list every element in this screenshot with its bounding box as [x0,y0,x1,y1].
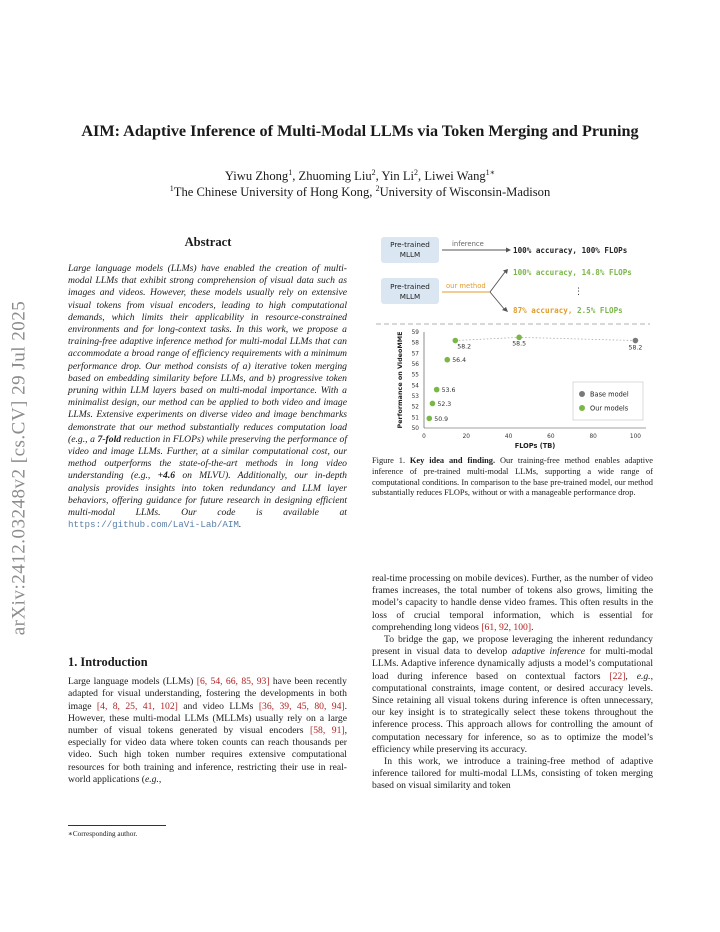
author-affil-marker: 1 [288,167,293,177]
branch-up [490,272,505,292]
affiliation-name: The Chinese University of Hong Kong [173,185,370,199]
affiliation-list: $^1$The Chinese University of Hong Kong, $^2$University of Wisconsin-Madison [169,183,551,199]
our-model-point [426,416,432,422]
x-tick-label: 20 [462,434,470,440]
emphasis-text: adaptive inference [511,646,585,658]
data-label: 58.2 [628,344,643,352]
data-label: 50.9 [434,415,449,423]
right-paragraph-1 [372,573,653,634]
abstract-text-d: . [238,519,242,531]
data-label: 52.3 [437,400,452,408]
citation-link[interactable]: [4, 8, 25, 41, 102] [96,700,178,712]
y-tick-label: 51 [411,415,419,422]
branch-down [490,292,505,310]
output-ours-1-prefix: 100% accuracy, [513,268,582,277]
data-label: 58.5 [512,340,527,348]
right-paragraph-3 [372,756,653,793]
text-run: and video LLMs [177,700,259,712]
our-method-label: our method [446,282,486,290]
base-model-point [633,338,639,344]
data-label: 56.4 [452,357,467,365]
footnote-divider [68,825,166,826]
paper-title: AIM: Adaptive Inference of Multi-Modal LLMs via Token Merging and Pruning [81,122,639,140]
footnote-corresponding: ∗Corresponding author. [68,830,138,838]
mllm-box-1-label-line1: Pre-trained [390,240,430,249]
affil-marker: 2 [375,183,380,193]
data-label: 58.2 [457,343,472,351]
author-affil-marker: 1∗ [485,167,496,177]
inference-arrow-label: inference [452,240,484,248]
emphasis-text: e.g. [144,773,159,785]
abstract-heading: Abstract [184,235,232,249]
output-ours-1-flops: 14.8% FLOPs [581,268,632,277]
text-run: , especially for video data where token counts can reach thousands per video. Such high token number requires extensive computational resources for both training and inference, restricting their use in real-world applications ( [68,725,348,785]
abstract-text-a: Large language models (LLMs) have enabled the creation of multi-modal LLMs that exhibit strong comprehension of visual data such as images and videos. However, these models usually rely on extensive visual tokens from visual encoders, leading to high computational demands, which limits their applicability in resource-constrained environments and for long-context tasks. In this work, we propose a training-free adaptive inference method for multi-modal LLMs that can accommodate a broad range of efficiency requirements with a minimum performance drop. Our method consists of a) iterative token merging based on embedding similarity before LLMs, and b) progressive token pruning within LLM layers based on multi-modal importance. With a minimalist design, our method can be applied to both video and image LLMs. Extensive experiments on diverse video and image benchmarks demonstrate that our method substantially reduces computation load (e.g., a [68,263,347,445]
emphasis-text: e.g. [636,670,651,682]
figure-1-caption [372,456,653,499]
abstract-bold-2: +4.6 [157,470,176,482]
ellipsis-vertical: ⋮ [574,287,583,297]
legend-swatch [579,391,585,397]
author-list: Yiwu Zhong$^1$, Zhuoming Liu$^2$, Yin Li$^2$, Liwei Wang$^{1∗}$ [224,167,496,183]
output-ours-2-prefix: 87% accuracy, [513,306,578,315]
y-tick-label: 53 [411,394,419,400]
x-tick-label: 60 [547,434,555,440]
caption-label: Figure 1. [372,456,410,465]
caption-bold: Key idea and finding. [409,456,496,465]
output-baseline: 100% accuracy, 100% FLOPs [513,246,628,255]
affil-marker: 1 [169,183,174,193]
y-tick-label: 56 [411,362,419,368]
y-tick-label: 57 [411,351,419,358]
chart-plot [396,330,646,450]
text-run: In this work, we introduce a training-free method of adaptive inference tailored for multi-modal LLMs, consisting of token merging based on visual similarity and token [372,756,653,792]
trend-dotted-line [455,337,635,340]
legend-box [573,382,643,420]
author-name: Yin Li [381,169,415,183]
citation-link[interactable]: [6, 54, 66, 85, 93] [196,676,270,688]
author-affil-marker: 2 [414,167,419,177]
figure-1 [372,232,654,466]
section-heading-introduction: 1. Introduction [68,655,148,669]
mllm-box-2-label-line2: MLLM [399,292,421,301]
our-model-point [452,338,458,344]
y-axis-label: Performance on VideoMME [396,331,404,429]
x-tick-label: 80 [589,434,597,440]
citation-link[interactable]: [36, 39, 45, 80, 94] [258,700,345,712]
author-name: Liwei Wang [424,169,486,183]
author-name: Zhuoming Liu [298,169,372,183]
x-tick-label: 100 [629,434,641,440]
x-axis-label: FLOPs (TB) [514,442,556,450]
mllm-box-1-label-line2: MLLM [399,250,421,259]
text-run: for multi-modal LLMs. Adaptive inference dynamically adjusts a model’s computational load during inference based on contextual factors [372,646,653,682]
author-name: Yiwu Zhong [224,169,289,183]
data-label: 53.6 [441,387,456,395]
citation-link[interactable]: [58, 91] [310,725,345,737]
legend-swatch [579,405,585,411]
citation-link[interactable]: [61, 92, 100] [481,621,532,633]
abstract-bold-1: 7-fold [97,433,122,445]
text-run: , [158,773,162,785]
abstract-text-c: on MLVU). Additionally, our in-depth analysis provides insights into token redundancy and LLM layer behaviors, offering guidance for future research in designing efficient multi-modal LLMs. Our code is available at [68,470,347,519]
citation-link[interactable]: [22] [609,670,626,682]
output-ours-2-flops: 2.5% FLOPs [577,306,623,315]
text-run: . [531,621,534,633]
x-tick-label: 0 [422,434,426,440]
y-tick-label: 55 [411,372,419,379]
caption-text: Our training-free method enables adaptive inference of pre-trained multi-modal LLMs, supporting a wide range of computational conditions. In comparison to the base pre-trained model, our method substantially reduces FLOPs, without or with a manageable performance drop. [372,456,653,498]
output-ours-1 [513,268,632,277]
code-link[interactable]: https://github.com/LaVi-Lab/AIM [68,519,239,531]
affiliation-name: University of Wisconsin-Madison [379,185,551,199]
text-run: have been recently adapted for visual understanding, fostering the developments in both image [68,676,347,712]
mllm-box-2-label-line1: Pre-trained [390,282,430,291]
inference-arrowhead [506,248,511,253]
text-run: , computational constraints, image content, or desired accuracy levels. Since retaining all visual tokens during inference is often unnecessary, our key insight is to strategically select these tokens throughout the inference process. This approach allows for controlling the amount of computation necessary for inference, so as to optimize the model’s efficiency while preserving its accuracy. [372,670,653,755]
abstract-text-b: reduction in FLOPs) while preserving the performance of video and image LLMs. Further, at a similar computational cost, our method outperforms the state-of-the-art methods in long video understanding (e.g., [68,433,347,482]
y-tick-label: 54 [411,383,419,390]
figure-1-svg [372,232,654,456]
legend-label: Our models [590,404,629,413]
our-model-point [430,401,436,407]
text-run: Large language models (LLMs) [68,676,197,688]
author-affil-marker: 2 [371,167,376,177]
legend-label: Base model [590,390,629,399]
right-column-body [372,573,653,793]
y-tick-label: 50 [411,426,419,432]
arxiv-stamp-text: arXiv:2412.03248v2 [cs.CV] 29 Jul 2025 [8,300,29,636]
text-run: To bridge the gap, we propose leveraging the inherent redundancy present in visual data to develop [372,634,653,658]
right-paragraph-2 [372,634,653,756]
y-tick-label: 52 [411,404,419,411]
our-model-point [516,335,522,341]
text-run: real-time processing on mobile devices). Further, as the number of video frames increases, the total number of tokens also grows, limiting the model’s capacity to handle dense video frames. This often results in the loss of crucial temporal information, which is essential for comprehending long videos [372,573,653,633]
text-run: . However, these multi-modal LLMs (MLLMs) usually rely on a large number of visual tokens generated by visual encoders [68,700,347,737]
output-ours-2 [513,306,623,315]
x-tick-label: 40 [504,434,513,440]
text-run: , [625,670,637,682]
our-model-point [444,357,450,363]
introduction-section [68,656,347,786]
abstract-body [68,263,347,531]
y-tick-label: 59 [411,330,419,336]
y-tick-label: 58 [411,340,419,347]
arxiv-stamp [4,268,34,668]
intro-paragraph-1 [68,676,347,786]
our-model-point [434,387,440,393]
